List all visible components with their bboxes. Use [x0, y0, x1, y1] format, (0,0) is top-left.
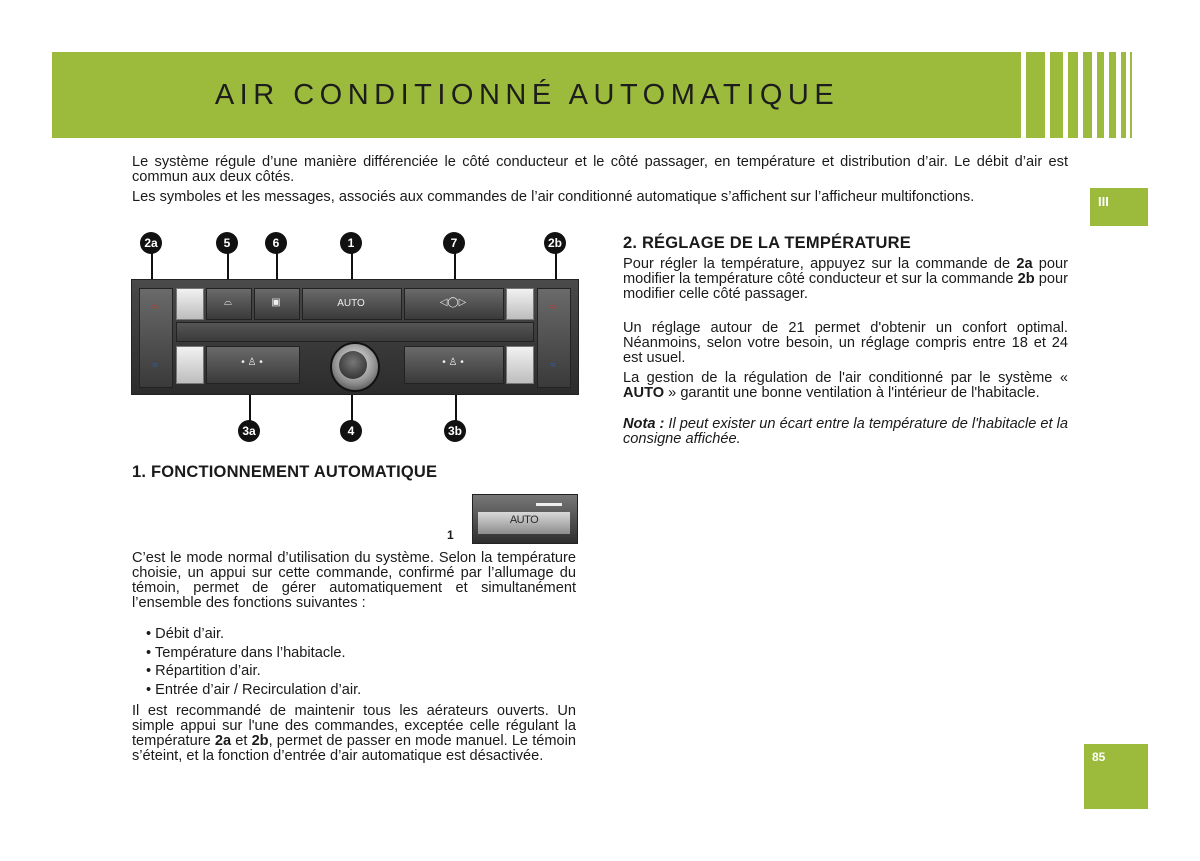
header-banner: [52, 52, 1132, 138]
text-run: , permet de passer en mode manuel. Le témoin s’éteint, et la fonction d’entrée d’air automatique est désactivée.: [132, 733, 577, 764]
note-text: Il peut exister un écart entre la température de l'habitacle et la consigne affichée.: [623, 416, 1068, 447]
auto-keyword: AUTO: [623, 385, 665, 401]
banner-stripe: [1092, 52, 1097, 138]
section-2-paragraph-1: [623, 257, 1068, 302]
text-run: et: [231, 733, 252, 749]
marker-3b: 3b: [444, 420, 466, 442]
text-run: Pour régler la température, appuyez sur la commande de: [623, 256, 1017, 272]
ref-2a: 2a: [1016, 256, 1033, 272]
marker-2b: 2b: [544, 232, 566, 254]
recirculation-icon: ◁◯▷: [439, 297, 467, 308]
page-number-box: [1084, 744, 1148, 809]
ref-2b: 2b: [1017, 271, 1035, 287]
banner-stripe: [1045, 52, 1050, 138]
section-1-paragraph-2: [132, 704, 576, 764]
windscreen-icon: ⌓: [224, 297, 232, 308]
temp-up-icon: ≈: [550, 302, 556, 313]
panel-trim: [506, 288, 534, 320]
text-run: pour modifier celle côté passager.: [623, 271, 1068, 302]
marker-2a: 2a: [140, 232, 162, 254]
banner-stripe: [1104, 52, 1109, 138]
intro-paragraph-1: Le système régule d’une manière différenciée le côté conducteur et le côté passager, en température et distribution d’air. Le débit d’air est commun aux deux côtés.: [132, 154, 1068, 185]
section-2-note: [623, 417, 1068, 447]
fan-icon: [339, 351, 367, 379]
panel-trim: [176, 288, 204, 320]
intro-paragraph-2: Les symboles et les messages, associés aux commandes de l’air conditionné automatique s’affichent sur l’afficheur multifonctions.: [132, 189, 975, 205]
temp-down-icon: ≈: [152, 360, 158, 371]
marker-7: 7: [443, 232, 465, 254]
auto-button-label: AUTO: [509, 514, 539, 526]
auto-led: [536, 503, 562, 506]
temp-down-icon: ≈: [550, 360, 556, 371]
section-2-paragraph-2: Un réglage autour de 21 permet d'obtenir un confort optimal. Néanmoins, selon votre besoin, un réglage compris entre 18 et 24 est usuel.: [623, 320, 1068, 366]
section-2-heading: 2. RÉGLAGE DE LA TEMPÉRATURE: [623, 234, 911, 252]
auto-button-number: 1: [447, 528, 454, 542]
banner-stripe: [1021, 52, 1026, 138]
marker-5: 5: [216, 232, 238, 254]
ref-2a: 2a: [214, 733, 232, 749]
section-1-paragraph-1: C’est le mode normal d’utilisation du système. Selon la température choisie, un appui sur cette commande, confirmé par l’allumage du témoin, permet de gérer automatiquement et simultanément l’ensemble des fonctions suivantes :: [132, 550, 576, 611]
marker-3a: 3a: [238, 420, 260, 442]
banner-stripe: [1078, 52, 1083, 138]
section-2-paragraph-3: [623, 371, 1068, 401]
panel-trim: [176, 346, 204, 384]
note-label: Nota :: [623, 416, 665, 432]
banner-stripe: [1116, 52, 1121, 138]
panel-trim: [506, 346, 534, 384]
marker-1: 1: [340, 232, 362, 254]
bullet-item: • Débit d’air.: [146, 626, 225, 642]
marker-4: 4: [340, 420, 362, 442]
panel-middle-strip: [176, 322, 534, 342]
banner-stripe: [1126, 52, 1130, 138]
seat-airflow-icon: • ♙ •: [442, 357, 464, 368]
text-run: Il est recommandé de maintenir tous les aérateurs ouverts. Un simple appui sur l'une des commandes, exceptée celle régulant la température: [132, 703, 576, 749]
ref-2b: 2b: [251, 733, 269, 749]
chapter-tab: [1090, 188, 1148, 226]
text-run: La gestion de la régulation de l'air conditionné par le système «: [623, 370, 1068, 386]
bullet-item: • Répartition d’air.: [146, 663, 261, 679]
text-run: » garantit une bonne ventilation à l'intérieur de l'habitacle.: [664, 385, 1040, 401]
bullet-item: • Température dans l’habitacle.: [146, 645, 346, 661]
text-run: pour modifier la température côté conducteur et sur la commande: [623, 256, 1068, 287]
bullet-item: • Entrée d’air / Recirculation d’air.: [146, 682, 362, 698]
rear-window-icon: ▣: [271, 297, 281, 308]
temp-up-icon: ≈: [152, 302, 158, 313]
chapter-label: III: [1098, 194, 1109, 209]
page-title: AIR CONDITIONNÉ AUTOMATIQUE: [214, 79, 840, 111]
section-1-heading: 1. FONCTIONNEMENT AUTOMATIQUE: [132, 463, 438, 481]
marker-6: 6: [265, 232, 287, 254]
page-number: 85: [1092, 750, 1106, 764]
banner-stripe: [1063, 52, 1068, 138]
seat-airflow-icon: • ♙ •: [241, 357, 263, 368]
auto-label: AUTO: [337, 298, 365, 309]
